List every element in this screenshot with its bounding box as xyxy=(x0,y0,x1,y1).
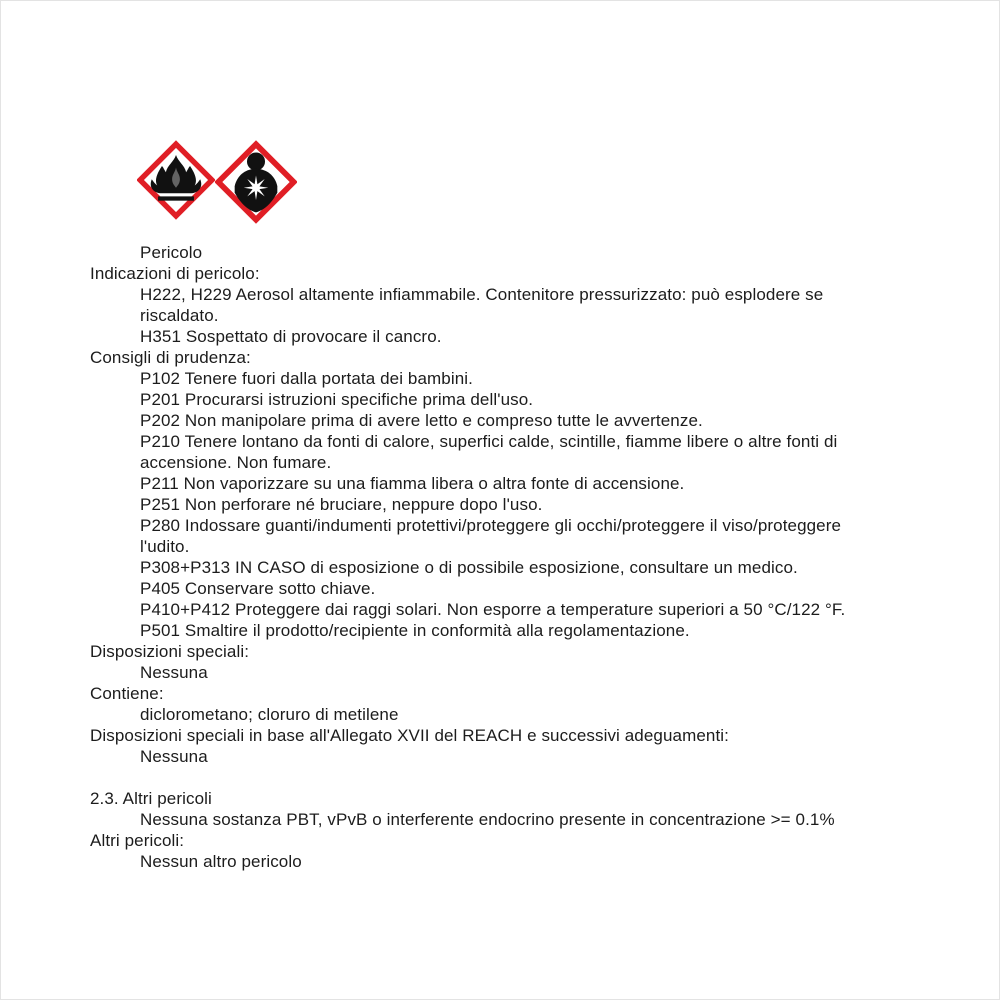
text-line: Contiene: xyxy=(90,684,164,703)
text-line: P102 Tenere fuori dalla portata dei bambini. xyxy=(140,369,473,388)
text-line: P280 Indossare guanti/indumenti protettivi/proteggere gli occhi/proteggere il viso/proteggere xyxy=(140,516,842,535)
text-line: P501 Smaltire il prodotto/recipiente in conformità alla regolamentazione. xyxy=(140,621,690,640)
text-line: P210 Tenere lontano da fonti di calore, superfici calde, scintille, fiamme libere o altre fonti di xyxy=(140,432,838,451)
document-text-block xyxy=(0,242,1000,872)
text-line: Disposizioni speciali: xyxy=(90,642,250,661)
text-line: Nessuna sostanza PBT, vPvB o interferente endocrino presente in concentrazione >= 0.1% xyxy=(140,810,835,829)
text-line: Nessuna xyxy=(140,747,208,766)
flame-pictogram-icon xyxy=(137,139,215,221)
text-line: riscaldato. xyxy=(140,306,219,325)
text-line: Nessun altro pericolo xyxy=(140,852,302,871)
text-line: Disposizioni speciali in base all'Allegato XVII del REACH e successivi adeguamenti: xyxy=(90,726,729,745)
text-line: P405 Conservare sotto chiave. xyxy=(140,579,376,598)
ghs-pictogram-row xyxy=(137,139,297,225)
text-line: P201 Procurarsi istruzioni specifiche prima dell'uso. xyxy=(140,390,534,409)
text-line: l'udito. xyxy=(140,537,190,556)
text-line: 2.3. Altri pericoli xyxy=(90,789,212,808)
text-line: Indicazioni di pericolo: xyxy=(90,264,260,283)
text-line: P308+P313 IN CASO di esposizione o di possibile esposizione, consultare un medico. xyxy=(140,558,798,577)
text-line: H351 Sospettato di provocare il cancro. xyxy=(140,327,442,346)
text-line: P251 Non perforare né bruciare, neppure dopo l'uso. xyxy=(140,495,543,514)
text-line: P211 Non vaporizzare su una fiamma libera o altra fonte di accensione. xyxy=(140,474,685,493)
text-line: H222, H229 Aerosol altamente infiammabile. Contenitore pressurizzato: può esplodere se xyxy=(140,285,824,304)
text-line: Nessuna xyxy=(140,663,208,682)
text-line: Consigli di prudenza: xyxy=(90,348,251,367)
blank-line xyxy=(0,767,1000,788)
text-line: Altri pericoli: xyxy=(90,831,185,850)
health-hazard-pictogram-icon xyxy=(215,139,297,225)
text-line: P202 Non manipolare prima di avere letto e compreso tutte le avvertenze. xyxy=(140,411,703,430)
text-line: P410+P412 Proteggere dai raggi solari. Non esporre a temperature superiori a 50 °C/122 °F. xyxy=(140,600,846,619)
text-line: Pericolo xyxy=(140,243,203,262)
text-line: accensione. Non fumare. xyxy=(140,453,332,472)
text-line: diclorometano; cloruro di metilene xyxy=(140,705,399,724)
